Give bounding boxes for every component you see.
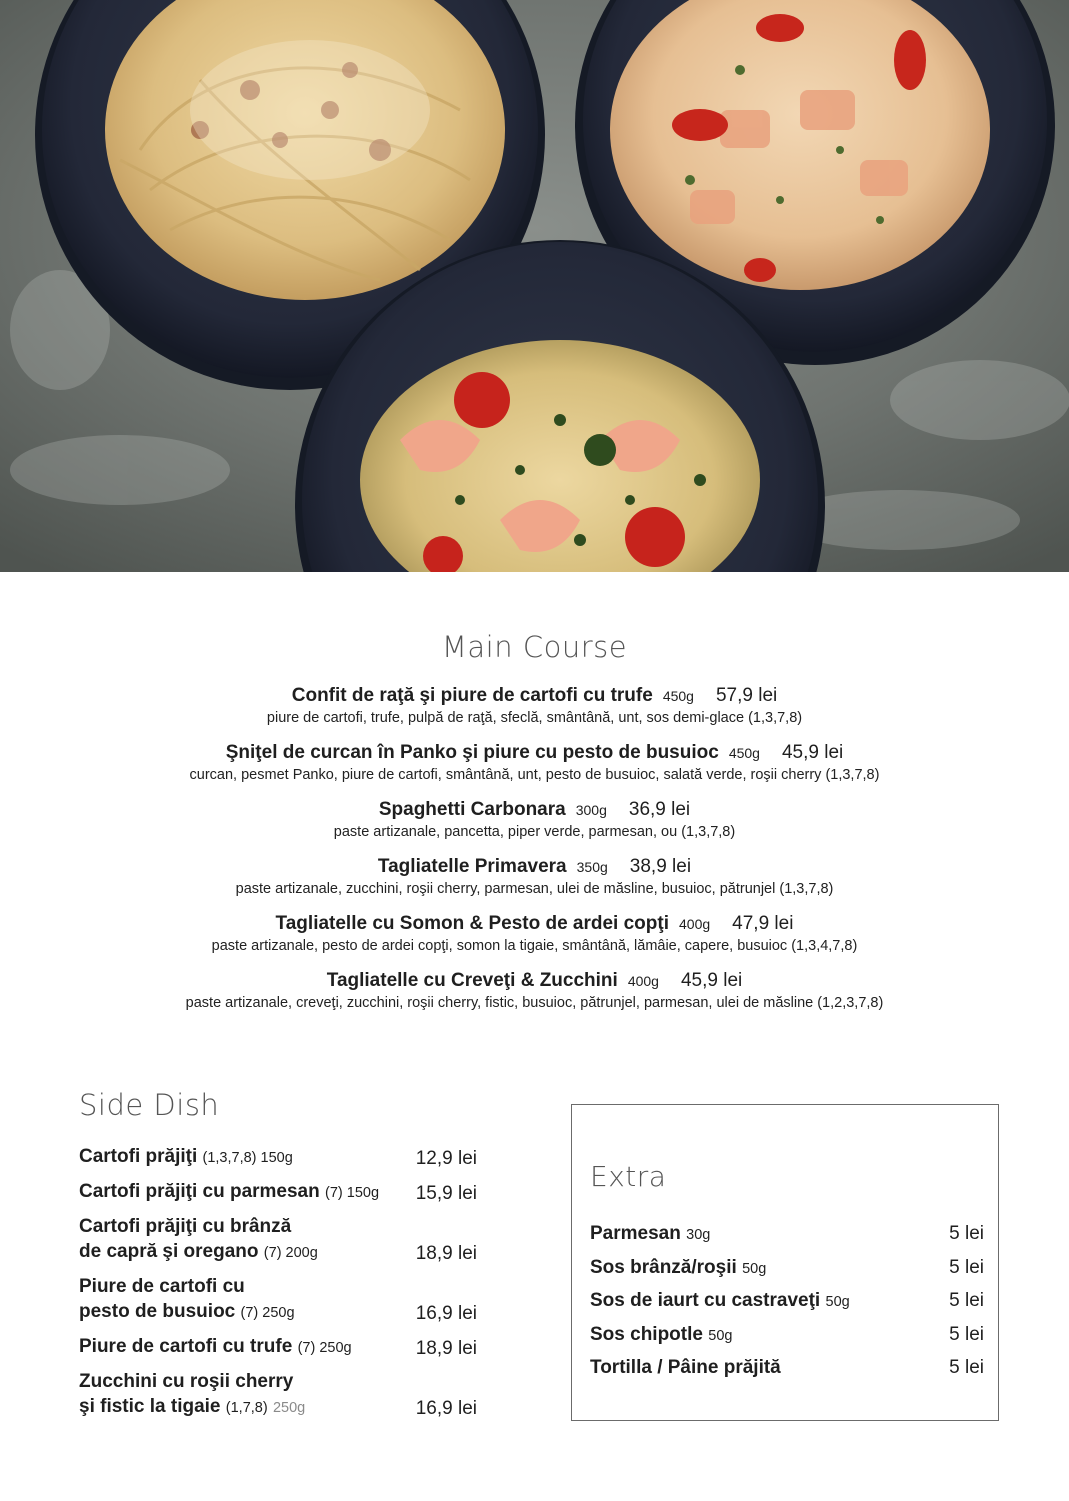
side-dish-name [79, 1144, 404, 1171]
menu-item-header [0, 969, 1069, 993]
side-dish-name-line1: Zucchini cu roşii cherry [79, 1371, 294, 1392]
extra-weight: 50g [708, 1327, 733, 1344]
menu-item-header [0, 855, 1069, 879]
extra-name-text: Sos de iaurt cu castraveţi [590, 1290, 821, 1311]
extra-name-text: Sos chipotle [590, 1323, 703, 1345]
menu-item-description: paste artizanale, creveţi, zucchini, roşii cherry, fistic, busuioc, pătrunjel, parmesan, ulei de măsline (1,2,3,7,8) [185, 995, 884, 1011]
menu-item-name: Tagliatelle cu Somon & Pesto de ardei copţi [275, 913, 669, 934]
side-dish-item [79, 1144, 479, 1171]
extra-name [590, 1324, 732, 1345]
menu-item-price: 45,9 lei [680, 970, 743, 991]
side-dish-name-line2: de capră şi oregano [79, 1241, 259, 1262]
menu-item [0, 969, 1069, 1013]
extra-price: 5 lei [949, 1223, 984, 1244]
menu-item-name: Tagliatelle cu Creveţi & Zucchini [326, 970, 618, 991]
side-dish-name [79, 1179, 404, 1206]
extra-item [590, 1288, 984, 1315]
extra-list [590, 1221, 984, 1387]
main-course-title: Main Course [441, 630, 628, 664]
menu-item-header [0, 741, 1069, 765]
menu-item-weight: 450g [662, 688, 694, 704]
extra-box [571, 1104, 999, 1421]
side-dish-price: 15,9 lei [415, 1183, 477, 1204]
menu-item-description: curcan, pesmet Panko, piure de cartofi, smântână, unt, pesto de busuioc, salată verde, roşii cherry (1,3,7,8) [189, 767, 880, 783]
side-dish-name-line1: Cartofi prăjiţi [79, 1146, 198, 1167]
menu-item [0, 912, 1069, 956]
side-dish-name [79, 1334, 404, 1361]
side-dish-item [79, 1334, 479, 1361]
side-dish-meta: (1,3,7,8) 150g [202, 1150, 293, 1166]
side-dish-item [79, 1179, 479, 1206]
menu-item-price: 57,9 lei [715, 685, 778, 706]
side-dish-section [79, 1088, 479, 1429]
side-dish-price: 12,9 lei [415, 1148, 477, 1169]
side-dish-item [79, 1369, 479, 1421]
side-dish-meta: (1,7,8) [225, 1400, 268, 1416]
side-dish-meta: (7) 250g [297, 1340, 352, 1356]
side-dish-title: Side Dish [79, 1088, 220, 1122]
extra-name [590, 1223, 710, 1244]
menu-item-header [0, 798, 1069, 822]
menu-item-name: Spaghetti Carbonara [378, 799, 566, 820]
extra-name-text: Tortilla / Pâine prăjită [590, 1357, 781, 1378]
side-dish-meta: (7) 200g [263, 1245, 318, 1261]
side-dish-item [79, 1274, 479, 1326]
extra-name-text: Sos brânză/roşii [590, 1256, 737, 1278]
side-dish-name-line1: Cartofi prăjiţi cu brânză [79, 1216, 292, 1237]
pasta-plates-illustration [0, 0, 1069, 572]
extra-weight: 50g [742, 1260, 767, 1277]
side-dish-name-line1: Piure de cartofi cu trufe [79, 1336, 293, 1357]
menu-item-weight: 450g [728, 745, 760, 761]
extra-item [590, 1322, 984, 1349]
side-dish-item [79, 1214, 479, 1266]
side-dish-price: 18,9 lei [415, 1338, 477, 1359]
extra-name [590, 1257, 766, 1278]
main-course-section [0, 630, 1069, 1026]
menu-item-description: paste artizanale, pesto de ardei copţi, somon la tigaie, smântână, lămâie, capere, busuioc (1,3,4,7,8) [211, 938, 858, 954]
side-dish-price: 18,9 lei [415, 1243, 477, 1264]
menu-item-price: 36,9 lei [628, 799, 691, 820]
side-dish-meta: (7) 250g [240, 1305, 295, 1321]
side-dish-name-line2: pesto de busuioc [79, 1301, 236, 1322]
extra-weight: 50g [825, 1294, 850, 1310]
menu-item-description: piure de cartofi, trufe, pulpă de raţă, sfeclă, smântână, unt, sos demi-glace (1,3,7,8) [266, 710, 803, 726]
menu-item-price: 47,9 lei [732, 913, 794, 934]
menu-item-description: paste artizanale, pancetta, piper verde, parmesan, ou (1,3,7,8) [333, 824, 736, 840]
extra-item [590, 1221, 984, 1248]
extra-title: Extra [590, 1160, 667, 1193]
menu-item-name: Şniţel de curcan în Panko şi piure cu pesto de busuioc [225, 742, 719, 763]
menu-item-header [0, 912, 1069, 936]
menu-item [0, 741, 1069, 785]
menu-item-price: 38,9 lei [629, 856, 692, 877]
side-dish-price: 16,9 lei [415, 1303, 477, 1324]
menu-item-weight: 400g [679, 916, 711, 932]
menu-item-name: Confit de raţă şi piure de cartofi cu trufe [291, 685, 653, 706]
side-dish-meta: (7) 150g [325, 1185, 380, 1201]
extra-price: 5 lei [949, 1290, 984, 1311]
side-dish-weight: 250g [272, 1400, 306, 1416]
side-dish-name-line2: şi fistic la tigaie [79, 1396, 221, 1417]
side-dish-name-line1: Piure de cartofi cu [79, 1276, 245, 1297]
menu-item [0, 855, 1069, 899]
menu-item-price: 45,9 lei [781, 742, 844, 763]
hero-photo [0, 0, 1069, 572]
extra-weight: 30g [686, 1227, 711, 1243]
side-dish-price: 16,9 lei [415, 1398, 477, 1419]
extra-name-text: Parmesan [590, 1223, 681, 1244]
menu-item-name: Tagliatelle Primavera [377, 856, 567, 877]
side-dish-name [79, 1274, 404, 1326]
menu-item [0, 798, 1069, 842]
extra-price: 5 lei [949, 1256, 984, 1278]
extra-name [590, 1357, 781, 1378]
menu-item-description: paste artizanale, zucchini, roşii cherry, parmesan, ulei de măsline, busuioc, pătrunjel (1,3,7,8) [235, 881, 834, 897]
menu-item-weight: 300g [575, 802, 607, 818]
side-dish-name [79, 1214, 404, 1266]
menu-item-weight: 400g [627, 973, 659, 989]
menu-item [0, 684, 1069, 728]
side-dish-name [79, 1369, 404, 1421]
side-dish-name-line1: Cartofi prăjiţi cu parmesan [79, 1181, 320, 1202]
menu-item-weight: 350g [576, 859, 608, 875]
menu-item-header [0, 684, 1069, 708]
extra-price: 5 lei [949, 1323, 984, 1345]
extra-item [590, 1355, 984, 1380]
extra-name [590, 1290, 850, 1311]
extra-item [590, 1255, 984, 1282]
extra-price: 5 lei [949, 1357, 984, 1378]
